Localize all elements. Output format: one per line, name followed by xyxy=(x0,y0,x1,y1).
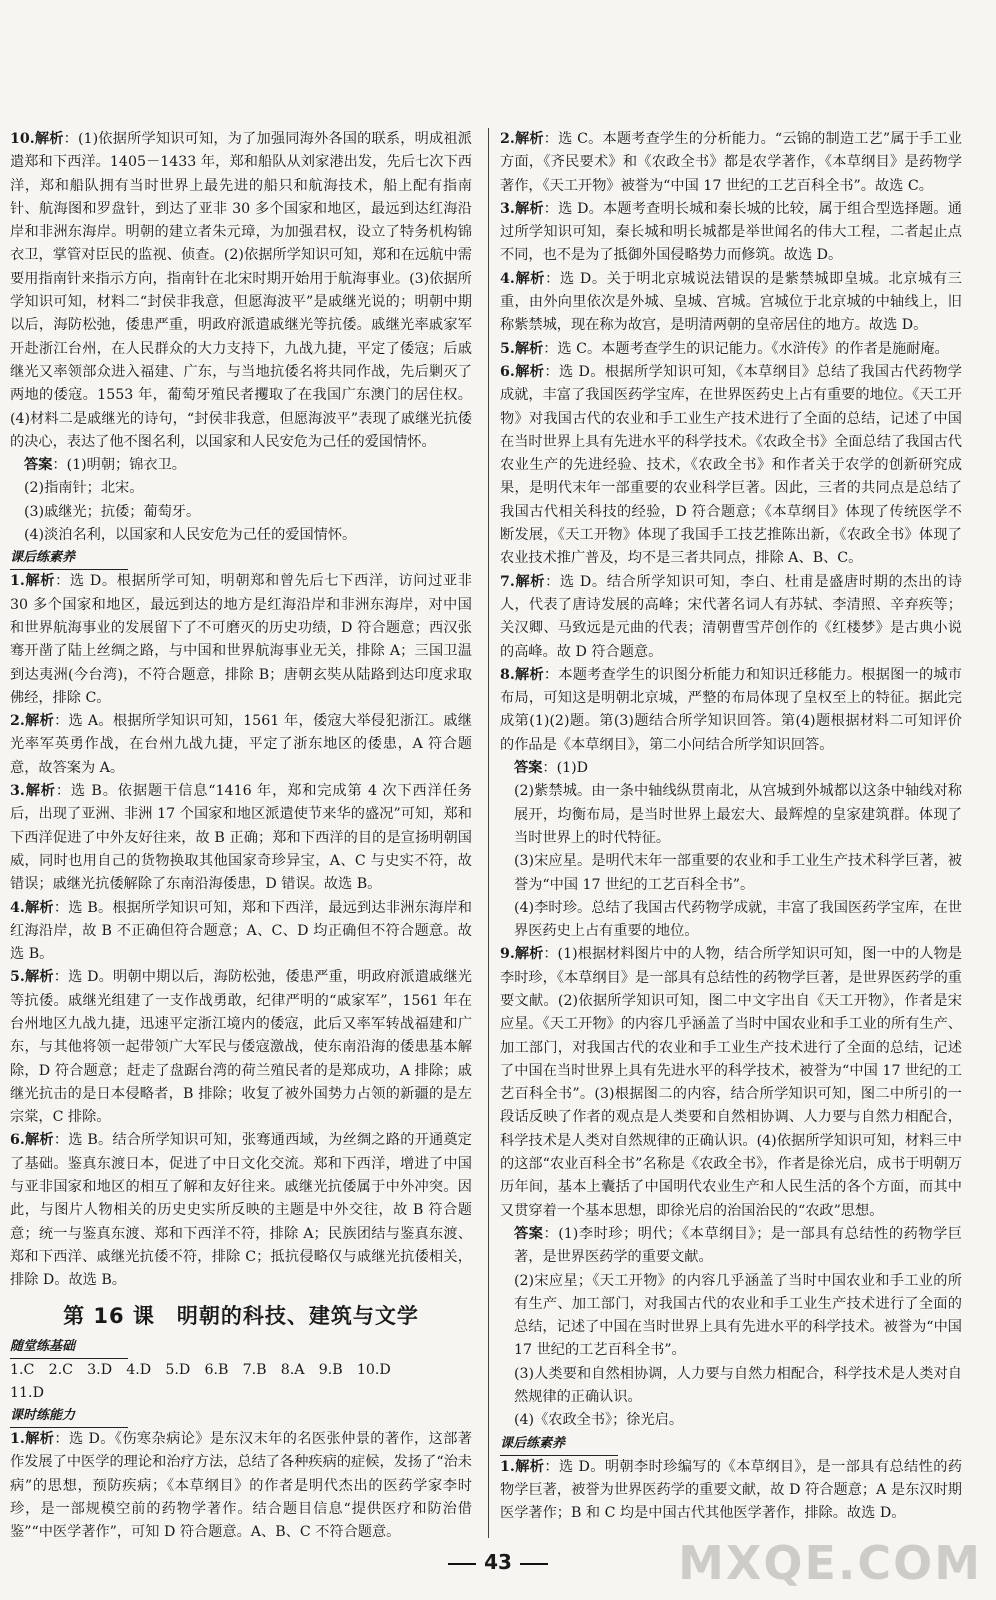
item-number: 2. xyxy=(10,713,25,730)
analysis-text: ：选 C。本题考查学生的分析能力。“云锦的制造工艺”属于手工业方面，《齐民要术》和《农政全书》都是农学著作，《本草纲目》是药物学著作，《天工开物》被誉为“中国 17 世纪的工艺百科全书”。故选 C。 xyxy=(500,131,962,194)
item-number: 7. xyxy=(500,573,515,590)
analysis-label: 解析 xyxy=(24,713,55,730)
answer-subitem: (2)指南针；北宋。 xyxy=(24,480,144,497)
lesson-title: 第 16 课 明朝的科技、建筑与文学 xyxy=(63,1303,419,1328)
answer-text: ：(1)D xyxy=(542,760,589,777)
item-number: 6. xyxy=(10,1132,25,1149)
section-heading: 课后练素养 xyxy=(500,1434,618,1456)
answer-item xyxy=(10,128,472,454)
answer-item xyxy=(500,664,962,757)
answer-subitem: (3)人类要和自然相协调，人力要与自然力相配合，科学技术是人类对自然规律的正确认识。 xyxy=(514,1365,962,1406)
right-column xyxy=(500,128,962,1526)
answer-item xyxy=(500,198,962,268)
answer-item xyxy=(10,1129,472,1292)
analysis-text: ：选 A。根据所学知识可知，1561 年，倭寇大举侵犯浙江。戚继光率军英勇作战，在台州九战九捷，平定了浙东地区的倭患，A 符合题意，故答案为 A。 xyxy=(10,713,472,776)
analysis-text: ：选 D。《伤寒杂病论》是东汉末年的名医张仲景的著作，这部著作发展了中医学的理论和治疗方法，总结了各种疾病的症候，发扬了“治未病”的思想，预防疾病；《本草纲目》的作者是明代杰出的医药学家李时珍，是一部规模空前的药物学著作。结合题目信息“提供医疗和防治借鉴”“中医学著作”，可知 D 符合题意。A、B、C 不符合题意。 xyxy=(10,1431,472,1541)
item-number: 3. xyxy=(10,783,25,800)
answer-item xyxy=(500,943,962,1223)
page-number-dash-left xyxy=(448,1563,476,1565)
analysis-text: ：选 D。明朝中期以后，海防松弛，倭患严重，明政府派遣戚继光等抗倭。戚继光组建了一支作战勇敢，纪律严明的“戚家军”，1561 年在台州地区九战九捷，迅速平定浙江境内的倭寇，此后又率军转战福建和广东，与其他将领一起带领广大军民与倭寇激战，使东南沿海的倭患基本解除，D 符合题意；赶走了盘踞台湾的荷兰殖民者的是郑成功，A 排除；戚继光抗击的是日本侵略者，B 排除；收复了被外国势力占领的新疆的是左宗棠，C 排除。 xyxy=(10,969,472,1126)
answer-item xyxy=(500,338,962,361)
page-number-dash-right xyxy=(520,1563,548,1565)
item-number: 3. xyxy=(500,200,515,217)
analysis-label: 解析 xyxy=(24,573,56,590)
item-number: 8. xyxy=(500,666,515,683)
analysis-label: 解析 xyxy=(24,1431,55,1448)
analysis-text: ：选 D。结合所学知识可知，李白、杜甫是盛唐时期的杰出的诗人，代表了唐诗发展的高峰；宋代著名词人有苏轼、李清照、辛弃疾等；关汉卿、马致远是元曲的代表；清朝曹雪芹创作的《红楼梦》是古典小说的高峰。故 D 符合题意。 xyxy=(500,573,962,660)
item-number: 10. xyxy=(10,131,35,147)
analysis-text: ：选 D。根据所学可知，明朝郑和曾先后七下西洋，访问过亚非 30 多个国家和地区，最远到达的地方是红海沿岸和非洲东海岸，对中国和世界航海事业的发展留下了不可磨灭的历史功绩，D 符合题意；西汉张骞开凿了陆上丝绸之路，与中国和世界航海事业无关，排除 A；三国卫温到达夷洲(今台湾)，不符合题意，排除 B；唐朝玄奘从陆路到达印度求取佛经，排除 C。 xyxy=(10,573,472,706)
item-number: 5. xyxy=(10,969,25,986)
left-column xyxy=(10,128,472,1545)
answer-label: 答案 xyxy=(24,457,53,474)
analysis-label: 解析 xyxy=(514,270,546,287)
analysis-label: 解析 xyxy=(514,1458,545,1475)
answer-label: 答案 xyxy=(514,1225,544,1242)
answer-subitem: (2)紫禁城。由一条中轴线纵贯南北，从宫城到外城都以这条中轴线对称展开，均衡布局，是当时世界上最宏大、最辉煌的皇家建筑群。体现了当时世界上的时代特征。 xyxy=(514,783,962,846)
answer-subitem: (3)戚继光；抗倭；葡萄牙。 xyxy=(24,503,201,520)
item-number: 1. xyxy=(500,1458,515,1475)
answer-item xyxy=(10,780,472,896)
answer-text: ：(1)明朝；锦衣卫。 xyxy=(52,457,186,474)
analysis-label: 解析 xyxy=(514,666,544,683)
watermark-logo: MXQE.COM xyxy=(678,1536,982,1590)
analysis-label: 解析 xyxy=(24,783,56,800)
item-number: 1. xyxy=(10,1431,25,1448)
item-number: 2. xyxy=(500,131,515,147)
item-number: 4. xyxy=(500,270,515,287)
answer-subitem: (4)《农政全书》；徐光启。 xyxy=(514,1412,684,1429)
item-number: 6. xyxy=(500,363,515,380)
answer-item xyxy=(10,710,472,780)
answer-item xyxy=(500,361,962,571)
answer-item xyxy=(10,966,472,1129)
analysis-text: ：选 B。依据题干信息“1416 年，郑和完成第 4 次下西洋任务后，出现了亚洲、非洲 17 个国家和地区派遣使节来华的盛况”可知，郑和下西洋促进了中外友好往来，故 B 正确；郑和下西洋的目的是宣扬明朝国威，同时也用自己的货物换取其他国家奇珍异宝，A、C 与史实不符，故错误；戚继光抗倭解除了东南沿海倭患，D 错误。故选 B。 xyxy=(10,783,472,893)
analysis-text: ：选 C。本题考查学生的识记能力。《水浒传》的作者是施耐庵。 xyxy=(543,340,949,357)
answer-subitem: (4)淡泊名利，以国家和人民安危为己任的爱国情怀。 xyxy=(24,527,357,544)
answer-line xyxy=(500,1223,962,1270)
answer-label: 答案 xyxy=(514,760,543,777)
answer-subitem: (3)宋应星。是明代末年一部重要的农业和手工业生产技术科学巨著，被誉为“中国 17 世纪的工艺百科全书”。 xyxy=(514,853,962,893)
analysis-text: ：选 D。明朝李时珍编写的《本草纲目》，是一部具有总结性的药物学巨著，被誉为世界医药学的重要文献，故 D 符合题意；A 是东汉时期医学著作；B 和 C 均是中国古代其他医学著作，排除。故选 D。 xyxy=(500,1458,962,1522)
answer-item xyxy=(500,128,962,198)
analysis-text: ：选 D。根据所学知识可知，《本草纲目》总结了我国古代药物学成就，丰富了我国医药学宝库，在世界医药史上占有重要的地位。《天工开物》对我国古代的农业和手工业生产技术进行了全面的总结，记述了中国在当时世界上具有先进水平的科学技术。《农政全书》全面总结了我国古代农业生产的先进经验、技术，《农政全书》和作者关于农学的创新研究成果，是明代末年一部重要的农业科学巨著。因此，三者的共同点是总结了我国古代相关科技的经验，D 符合题意；《本草纲目》体现了传统医学不断发展，《天工开物》体现了我国手工技艺推陈出新，《农政全书》体现了农业技术推广普及，均不是三者共同点，排除 A、B、C。 xyxy=(500,363,962,567)
analysis-text: ：(1)依据所学知识可知，为了加强同海外各国的联系，明成祖派遣郑和下西洋。1405－1433 年，郑和船队从刘家港出发，先后七次下西洋，郑和船队拥有当时世界上最先进的船只和航海技术，船上配有指南针、航海图和罗盘针，到达了亚非 30 多个国家和地区，最远到达红海沿岸和非洲东海岸。明朝的建立者朱元璋，为加强君权，设立了特务机构锦衣卫，掌管对臣民的监视、侦查。(2)依据所学知识可知，郑和在远航中需要用指南针来指示方向，指南针在北宋时期开始用于航海事业。(3)依据所学知识可知，材料二“封侯非我意，但愿海波平”是戚继光说的；明朝中期以后，海防松弛，倭患严重，明政府派遣戚继光等抗倭。戚继光率戚家军开赴浙江台州，在人民群众的大力支持下，九战九捷，平定了倭寇；后戚继光又率领部众进入福建、广东，与当地抗倭名将共同作战，先后剿灭了两地的倭寇。1553 年，葡萄牙殖民者攫取了在我国广东澳门的居住权。(4)材料二是戚继光的诗句，“封侯非我意，但愿海波平”表现了戚继光抗倭的决心，表达了他不图名利，以国家和人民安危为己任的爱国情怀。 xyxy=(10,131,472,450)
answer-item xyxy=(10,1428,472,1544)
answer-line xyxy=(500,757,962,780)
answer-item xyxy=(500,1456,962,1526)
answer-list-line: 1.C 2.C 3.D 4.D 5.D 6.B 7.B 8.A 9.B 10.D xyxy=(10,1361,391,1378)
analysis-label: 解析 xyxy=(24,1132,54,1149)
column-divider xyxy=(488,128,489,1538)
analysis-label: 解析 xyxy=(34,131,64,147)
section-heading: 课时练能力 xyxy=(10,1406,128,1428)
section-heading: 课后练素养 xyxy=(10,548,128,570)
analysis-label: 解析 xyxy=(514,573,546,590)
page-number-text: 43 xyxy=(484,1550,512,1574)
analysis-text: ：(1)根据材料图片中的人物，结合所学知识可知，图一中的人物是李时珍，《本草纲目》是一部具有总结性的药物学巨著，是世界医药学的重要文献。(2)依据所学知识可知，图二中文字出自《天工开物》，作者是宋应星。《天工开物》的内容几乎涵盖了当时中国农业和手工业的所有生产、加工部门，对我国古代的农业和手工业生产技术进行了全面的总结，记述了中国在当时世界上具有先进水平的科学技术，被誉为“中国 17 世纪的工艺百科全书”。(3)根据图二的内容，结合所学知识可知，图二中所引的一段话反映了作者的观点是人类要和自然相协调、人力要与自然力相配合，科学技术是人类对自然规律的正确认识。(4)依据所学知识可知，材料三中的这部“农业百科全书”名称是《农政全书》，作者是徐光启，成书于明朝万历年间，基本上囊括了中国明代农业生产和人民生活的各个方面，而其中又贯穿着一个基本思想，即徐光启的治国治民的“农政”思想。 xyxy=(500,946,962,1219)
analysis-text: ：选 B。结合所学知识可知，张骞通西域，为丝绸之路的开通奠定了基础。鉴真东渡日本，促进了中日文化交流。郑和下西洋，增进了中国与亚非国家和地区的相互了解和友好往来。戚继光抗倭属于中外冲突。因此，与图片人物相关的历史史实所反映的主题是中外交往，故 B 符合题意；统一与鉴真东渡、郑和下西洋不符，排除 A；民族团结与鉴真东渡、郑和下西洋、戚继光抗倭不符，排除 C；抵抗侵略仅与戚继光抗倭相关，排除 D。故选 B。 xyxy=(10,1132,472,1289)
answer-item xyxy=(10,897,472,967)
analysis-label: 解析 xyxy=(514,131,544,147)
analysis-text: ：本题考查学生的识图分析能力和知识迁移能力。根据图一的城市布局，可知这是明朝北京城，严整的布局体现了皇权至上的特征。据此完成第(1)(2)题。第(3)题结合所学知识回答。第(4)题根据材料二可知评价的作品是《本草纲目》，第二小问结合所学知识回答。 xyxy=(500,666,962,753)
analysis-label: 解析 xyxy=(24,899,54,916)
item-number: 4. xyxy=(10,899,25,916)
answer-item xyxy=(10,570,472,710)
analysis-label: 解析 xyxy=(514,200,544,217)
answer-subitem: (4)李时珍。总结了我国古代药物学成就，丰富了我国医药学宝库，在世界医药史上占有重要的地位。 xyxy=(514,899,962,940)
item-number: 1. xyxy=(10,573,25,590)
analysis-label: 解析 xyxy=(514,340,544,357)
item-number: 9. xyxy=(500,946,515,963)
analysis-text: ：选 D。本题考查明长城和秦长城的比较，属于组合型选择题。通过所学知识可知，秦长城和明长城都是举世闻名的伟大工程，二者起止点不同，也不是为了抵御外国侵略势力而修筑。故选 D。 xyxy=(500,200,962,264)
answer-subitem: (2)宋应星；《天工开物》的内容几乎涵盖了当时中国农业和手工业的所有生产、加工部门，对我国古代的农业和手工业生产技术进行了全面的总结，记述了中国在当时世界上具有先进水平的科学技术。被誉为“中国 17 世纪的工艺百科全书”。 xyxy=(514,1272,962,1359)
section-heading: 随堂练基础 xyxy=(10,1337,128,1359)
analysis-label: 解析 xyxy=(514,363,545,380)
analysis-text: ：选 D。关于明北京城说法错误的是紫禁城即皇城。北京城有三重，由外向里依次是外城、皇城、宫城。宫城位于北京城的中轴线上，旧称紫禁城，现在称为故宫，是明清两朝的皇帝居住的地方。故选 D。 xyxy=(500,270,962,334)
answer-list-line: 11.D xyxy=(10,1384,44,1401)
answer-line xyxy=(10,454,472,477)
analysis-label: 解析 xyxy=(24,969,54,986)
answer-text: ：(1)李时珍；明代；《本草纲目》；是一部具有总结性的药物学巨著，是世界医药学的重要文献。 xyxy=(514,1225,962,1266)
answer-item xyxy=(500,571,962,664)
answer-item xyxy=(500,268,962,338)
analysis-label: 解析 xyxy=(514,946,544,963)
item-number: 5. xyxy=(500,340,515,357)
analysis-text: ：选 B。根据所学知识可知，郑和下西洋，最远到达非洲东海岸和红海沿岸，故 B 不正确但符合题意；A、C、D 均正确但不符合题意。故选 B。 xyxy=(10,899,472,963)
